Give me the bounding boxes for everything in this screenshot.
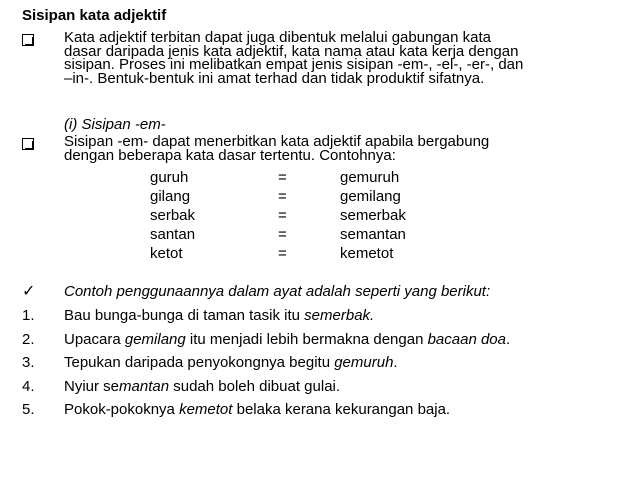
sentence-text [64, 331, 510, 349]
list-item [22, 378, 622, 402]
sentence-text [64, 401, 450, 419]
usage-intro [22, 283, 622, 303]
list-number: 5. [22, 401, 35, 418]
text-line: –in-. Bentuk-bentuk ini amat terhad dan tidak produktif sifatnya. [64, 69, 485, 87]
example-equals: = [278, 226, 287, 243]
example-equals: = [278, 169, 287, 186]
example-result-word: gemuruh [340, 169, 400, 186]
text-line: dengan beberapa kata dasar tertentu. Contohnya: [64, 146, 396, 164]
bullet-paragraph-1 [22, 31, 622, 91]
bullet-paragraph-2 [22, 135, 622, 167]
example-result-word: gemilang [340, 188, 401, 205]
sentence-part: . [393, 354, 398, 371]
text-line: sisipan. Proses ini melibatkan empat jenis sisipan -em-, -el-, -er-, dan [64, 56, 524, 73]
subheading: (i) Sisipan -em- [64, 116, 166, 133]
example-base-word: serbak [150, 207, 196, 224]
sentence-emphasis: mantan [119, 377, 170, 395]
example-base-word: guruh [150, 169, 189, 186]
list-number: 1. [22, 307, 35, 324]
square-bullet-icon [22, 34, 34, 46]
slide-title: Sisipan kata adjektif [22, 7, 167, 24]
sentence-part: Tepukan daripada penyokongnya begitu [64, 354, 335, 371]
sentence-emphasis: bacaan doa [427, 330, 506, 348]
sentence-text [64, 354, 398, 372]
sentence-emphasis: gemilang [124, 330, 186, 348]
example-equals: = [278, 207, 287, 224]
list-number: 4. [22, 377, 35, 395]
sentence-part: Bau bunga-bunga di taman tasik itu [64, 307, 305, 324]
example-base-word: santan [150, 226, 196, 243]
sentence-text [64, 307, 374, 325]
sentence-part: . [505, 330, 511, 348]
example-base-word: gilang [150, 188, 191, 205]
sentence-text [64, 378, 340, 396]
list-item [22, 331, 622, 355]
sentence-part: itu menjadi lebih bermakna dengan [185, 330, 428, 348]
bullet-paragraph-1-text [64, 31, 624, 85]
example-result-word: semantan [340, 226, 406, 243]
sentence-part: Pokok-pokoknya [64, 401, 180, 418]
example-equals: = [278, 188, 287, 205]
example-sentence-list [22, 307, 622, 425]
list-item [22, 401, 622, 425]
text-line: Sisipan -em- dapat menerbitkan kata adjektif apabila bergabung [64, 133, 490, 150]
example-equals: = [278, 245, 287, 262]
sentence-emphasis: kemetot [179, 401, 233, 418]
usage-intro-text: Contoh penggunaannya dalam ayat adalah seperti yang berikut: [64, 283, 491, 300]
sentence-part: Nyiur se [64, 377, 120, 395]
square-bullet-icon [22, 138, 34, 150]
sentence-emphasis: gemuruh [334, 354, 394, 371]
example-base-word: ketot [150, 245, 183, 262]
text-line: dasar daripada jenis kata adjektif, kata nama atau kata kerja dengan [64, 42, 519, 60]
list-item [22, 354, 622, 378]
bullet-paragraph-2-text [64, 135, 624, 162]
sentence-part: belaka kerana kekurangan baja. [232, 401, 451, 418]
checkmark-icon: ✓ [22, 283, 36, 300]
example-result-word: semerbak [340, 207, 406, 224]
sentence-part: sudah boleh dibuat gulai. [169, 377, 341, 395]
sentence-part: Upacara [64, 330, 125, 348]
list-number: 2. [22, 330, 35, 348]
text-line: Kata adjektif terbitan dapat juga dibentuk melalui gabungan kata [64, 29, 491, 46]
list-item [22, 307, 622, 331]
sentence-emphasis: semerbak. [304, 307, 375, 324]
example-result-word: kemetot [340, 245, 394, 262]
list-number: 3. [22, 354, 35, 371]
